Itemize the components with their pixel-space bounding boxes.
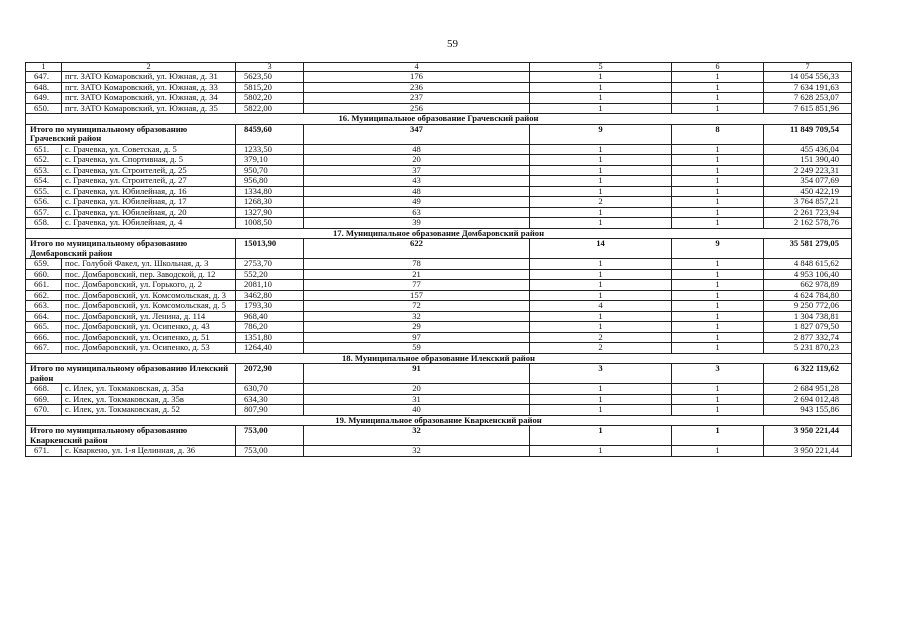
address-cell: с. Грачевка, ул. Строителей, д. 25 bbox=[62, 165, 236, 176]
count-b-cell: 1 bbox=[672, 165, 764, 176]
count-b-cell: 1 bbox=[672, 93, 764, 104]
residents-cell: 29 bbox=[304, 322, 530, 333]
row-number-cell: 648. bbox=[26, 82, 62, 93]
residents-cell: 48 bbox=[304, 144, 530, 155]
total-count-a: 14 bbox=[530, 239, 672, 259]
row-number-cell: 665. bbox=[26, 322, 62, 333]
column-header: 3 bbox=[236, 63, 304, 72]
section-title: 16. Муниципальное образование Грачевский район bbox=[26, 114, 852, 125]
row-number-cell: 647. bbox=[26, 72, 62, 83]
address-cell: пос. Домбаровский, ул. Осипенко, д. 51 bbox=[62, 332, 236, 343]
address-cell: пос. Домбаровский, ул. Осипенко, д. 53 bbox=[62, 343, 236, 354]
residents-cell: 77 bbox=[304, 280, 530, 291]
table-row bbox=[26, 176, 852, 187]
total-area: 753,00 bbox=[236, 426, 304, 446]
count-b-cell: 1 bbox=[672, 207, 764, 218]
row-number-cell: 653. bbox=[26, 165, 62, 176]
area-cell: 630,70 bbox=[236, 384, 304, 395]
table-row bbox=[26, 290, 852, 301]
address-cell: с. Кваркено, ул. 1-я Целинная, д. 36 bbox=[62, 446, 236, 457]
amount-cell: 1 827 079,50 bbox=[764, 322, 852, 333]
total-count-b: 1 bbox=[672, 426, 764, 446]
total-residents: 32 bbox=[304, 426, 530, 446]
amount-cell: 4 953 106,40 bbox=[764, 269, 852, 280]
area-cell: 786,20 bbox=[236, 322, 304, 333]
area-cell: 634,30 bbox=[236, 394, 304, 405]
residents-cell: 78 bbox=[304, 259, 530, 270]
amount-cell: 455 436,04 bbox=[764, 144, 852, 155]
count-b-cell: 1 bbox=[672, 343, 764, 354]
amount-cell: 14 054 556,33 bbox=[764, 72, 852, 83]
total-amount: 11 849 709,54 bbox=[764, 124, 852, 144]
row-number-cell: 670. bbox=[26, 405, 62, 416]
area-cell: 5822,00 bbox=[236, 103, 304, 114]
table-row bbox=[26, 332, 852, 343]
table-row bbox=[26, 144, 852, 155]
amount-cell: 450 422,19 bbox=[764, 186, 852, 197]
area-cell: 5815,20 bbox=[236, 82, 304, 93]
residents-cell: 20 bbox=[304, 384, 530, 395]
count-a-cell: 1 bbox=[530, 269, 672, 280]
section-title: 17. Муниципальное образование Домбаровский район bbox=[26, 228, 852, 239]
row-number-cell: 656. bbox=[26, 197, 62, 208]
area-cell: 2081,10 bbox=[236, 280, 304, 291]
row-number-cell: 655. bbox=[26, 186, 62, 197]
amount-cell: 2 162 578,76 bbox=[764, 218, 852, 229]
row-number-cell: 662. bbox=[26, 290, 62, 301]
table-row bbox=[26, 322, 852, 333]
amount-cell: 3 950 221,44 bbox=[764, 446, 852, 457]
table-row bbox=[26, 259, 852, 270]
count-b-cell: 1 bbox=[672, 394, 764, 405]
count-a-cell: 1 bbox=[530, 280, 672, 291]
residents-cell: 20 bbox=[304, 155, 530, 166]
area-cell: 1264,40 bbox=[236, 343, 304, 354]
amount-cell: 7 634 191,63 bbox=[764, 82, 852, 93]
area-cell: 1334,80 bbox=[236, 186, 304, 197]
table-row bbox=[26, 343, 852, 354]
table-row bbox=[26, 82, 852, 93]
count-a-cell: 1 bbox=[530, 186, 672, 197]
table-row bbox=[26, 301, 852, 312]
residents-cell: 37 bbox=[304, 165, 530, 176]
row-number-cell: 652. bbox=[26, 155, 62, 166]
total-count-b: 9 bbox=[672, 239, 764, 259]
amount-cell: 943 155,86 bbox=[764, 405, 852, 416]
count-a-cell: 2 bbox=[530, 343, 672, 354]
count-a-cell: 1 bbox=[530, 144, 672, 155]
count-b-cell: 1 bbox=[672, 301, 764, 312]
address-cell: с. Грачевка, ул. Юбилейная, д. 4 bbox=[62, 218, 236, 229]
column-header: 1 bbox=[26, 63, 62, 72]
count-a-cell: 1 bbox=[530, 176, 672, 187]
count-a-cell: 1 bbox=[530, 93, 672, 104]
row-number-cell: 666. bbox=[26, 332, 62, 343]
area-cell: 379,10 bbox=[236, 155, 304, 166]
section-header-row bbox=[26, 114, 852, 125]
area-cell: 956,80 bbox=[236, 176, 304, 187]
count-a-cell: 1 bbox=[530, 290, 672, 301]
address-cell: с. Грачевка, ул. Юбилейная, д. 17 bbox=[62, 197, 236, 208]
table-row bbox=[26, 446, 852, 457]
address-cell: пос. Домбаровский, ул. Комсомольская, д. 5 bbox=[62, 301, 236, 312]
total-row bbox=[26, 426, 852, 446]
count-b-cell: 1 bbox=[672, 155, 764, 166]
total-label: Итого по муниципальному образованию Грачевский район bbox=[26, 124, 236, 144]
row-number-cell: 658. bbox=[26, 218, 62, 229]
table-row bbox=[26, 311, 852, 322]
table-row bbox=[26, 218, 852, 229]
residents-cell: 48 bbox=[304, 186, 530, 197]
count-b-cell: 1 bbox=[672, 311, 764, 322]
amount-cell: 5 231 870,23 bbox=[764, 343, 852, 354]
count-a-cell: 1 bbox=[530, 82, 672, 93]
total-count-a: 1 bbox=[530, 426, 672, 446]
address-cell: пгт. ЗАТО Комаровский, ул. Южная, д. 31 bbox=[62, 72, 236, 83]
total-row bbox=[26, 124, 852, 144]
count-b-cell: 1 bbox=[672, 186, 764, 197]
count-a-cell: 1 bbox=[530, 405, 672, 416]
count-a-cell: 1 bbox=[530, 72, 672, 83]
table-row bbox=[26, 207, 852, 218]
residents-cell: 157 bbox=[304, 290, 530, 301]
address-cell: с. Грачевка, ул. Юбилейная, д. 16 bbox=[62, 186, 236, 197]
table-body bbox=[26, 63, 852, 457]
row-number-cell: 667. bbox=[26, 343, 62, 354]
residents-cell: 236 bbox=[304, 82, 530, 93]
area-cell: 1793,30 bbox=[236, 301, 304, 312]
area-cell: 5802,20 bbox=[236, 93, 304, 104]
address-cell: пос. Голубой Факел, ул. Школьная, д. 3 bbox=[62, 259, 236, 270]
amount-cell: 7 628 253,07 bbox=[764, 93, 852, 104]
column-header: 7 bbox=[764, 63, 852, 72]
area-cell: 3462,80 bbox=[236, 290, 304, 301]
total-count-b: 3 bbox=[672, 364, 764, 384]
row-number-cell: 654. bbox=[26, 176, 62, 187]
count-a-cell: 1 bbox=[530, 394, 672, 405]
count-a-cell: 1 bbox=[530, 218, 672, 229]
table-header-row bbox=[26, 63, 852, 72]
row-number-cell: 668. bbox=[26, 384, 62, 395]
address-cell: с. Грачевка, ул. Советская, д. 5 bbox=[62, 144, 236, 155]
total-count-b: 8 bbox=[672, 124, 764, 144]
table-row bbox=[26, 72, 852, 83]
address-cell: пос. Домбаровский, ул. Комсомольская, д. 3 bbox=[62, 290, 236, 301]
area-cell: 1327,90 bbox=[236, 207, 304, 218]
count-b-cell: 1 bbox=[672, 218, 764, 229]
area-cell: 950,70 bbox=[236, 165, 304, 176]
column-header: 6 bbox=[672, 63, 764, 72]
residents-cell: 59 bbox=[304, 343, 530, 354]
residents-cell: 39 bbox=[304, 218, 530, 229]
row-number-cell: 664. bbox=[26, 311, 62, 322]
count-b-cell: 1 bbox=[672, 176, 764, 187]
count-a-cell: 1 bbox=[530, 446, 672, 457]
residents-cell: 49 bbox=[304, 197, 530, 208]
table-row bbox=[26, 384, 852, 395]
address-cell: пгт. ЗАТО Комаровский, ул. Южная, д. 34 bbox=[62, 93, 236, 104]
count-a-cell: 1 bbox=[530, 384, 672, 395]
count-b-cell: 1 bbox=[672, 384, 764, 395]
area-cell: 552,20 bbox=[236, 269, 304, 280]
count-b-cell: 1 bbox=[672, 82, 764, 93]
amount-cell: 2 684 951,28 bbox=[764, 384, 852, 395]
row-number-cell: 660. bbox=[26, 269, 62, 280]
area-cell: 1268,30 bbox=[236, 197, 304, 208]
table-row bbox=[26, 280, 852, 291]
amount-cell: 2 249 223,31 bbox=[764, 165, 852, 176]
amount-cell: 151 390,40 bbox=[764, 155, 852, 166]
address-cell: с. Илек, ул. Токмаковская, д. 52 bbox=[62, 405, 236, 416]
residents-cell: 97 bbox=[304, 332, 530, 343]
amount-cell: 662 978,89 bbox=[764, 280, 852, 291]
address-cell: пос. Домбаровский, ул. Горького, д. 2 bbox=[62, 280, 236, 291]
table-row bbox=[26, 93, 852, 104]
count-a-cell: 1 bbox=[530, 103, 672, 114]
count-b-cell: 1 bbox=[672, 72, 764, 83]
area-cell: 807,90 bbox=[236, 405, 304, 416]
table-row bbox=[26, 405, 852, 416]
address-cell: пгт. ЗАТО Комаровский, ул. Южная, д. 35 bbox=[62, 103, 236, 114]
residents-cell: 256 bbox=[304, 103, 530, 114]
amount-cell: 2 261 723,94 bbox=[764, 207, 852, 218]
count-a-cell: 1 bbox=[530, 165, 672, 176]
address-cell: пос. Домбаровский, ул. Осипенко, д. 43 bbox=[62, 322, 236, 333]
address-cell: с. Илек, ул. Токмаковская, д. 35в bbox=[62, 394, 236, 405]
area-cell: 753,00 bbox=[236, 446, 304, 457]
count-b-cell: 1 bbox=[672, 446, 764, 457]
address-cell: с. Илек, ул. Токмаковская, д. 35а bbox=[62, 384, 236, 395]
total-amount: 35 581 279,05 bbox=[764, 239, 852, 259]
section-header-row bbox=[26, 228, 852, 239]
table-row bbox=[26, 186, 852, 197]
total-count-a: 9 bbox=[530, 124, 672, 144]
amount-cell: 4 624 784,80 bbox=[764, 290, 852, 301]
amount-cell: 4 848 615,62 bbox=[764, 259, 852, 270]
table-row bbox=[26, 394, 852, 405]
address-cell: с. Грачевка, ул. Строителей, д. 27 bbox=[62, 176, 236, 187]
area-cell: 1008,50 bbox=[236, 218, 304, 229]
table-row bbox=[26, 155, 852, 166]
residents-cell: 21 bbox=[304, 269, 530, 280]
column-header: 5 bbox=[530, 63, 672, 72]
row-number-cell: 649. bbox=[26, 93, 62, 104]
area-cell: 1233,50 bbox=[236, 144, 304, 155]
count-b-cell: 1 bbox=[672, 144, 764, 155]
count-a-cell: 1 bbox=[530, 207, 672, 218]
row-number-cell: 650. bbox=[26, 103, 62, 114]
row-number-cell: 663. bbox=[26, 301, 62, 312]
total-amount: 3 950 221,44 bbox=[764, 426, 852, 446]
count-a-cell: 2 bbox=[530, 332, 672, 343]
table-row bbox=[26, 103, 852, 114]
total-area: 8459,60 bbox=[236, 124, 304, 144]
count-a-cell: 2 bbox=[530, 197, 672, 208]
table-row bbox=[26, 269, 852, 280]
amount-cell: 354 077,69 bbox=[764, 176, 852, 187]
row-number-cell: 661. bbox=[26, 280, 62, 291]
total-label: Итого по муниципальному образованию Илекский район bbox=[26, 364, 236, 384]
count-b-cell: 1 bbox=[672, 322, 764, 333]
count-b-cell: 1 bbox=[672, 103, 764, 114]
amount-cell: 2 694 012,48 bbox=[764, 394, 852, 405]
count-b-cell: 1 bbox=[672, 290, 764, 301]
total-row bbox=[26, 239, 852, 259]
residents-cell: 32 bbox=[304, 311, 530, 322]
amount-cell: 3 764 857,21 bbox=[764, 197, 852, 208]
address-cell: пгт. ЗАТО Комаровский, ул. Южная, д. 33 bbox=[62, 82, 236, 93]
row-number-cell: 657. bbox=[26, 207, 62, 218]
count-a-cell: 4 bbox=[530, 301, 672, 312]
amount-cell: 9 250 772,06 bbox=[764, 301, 852, 312]
total-area: 2072,90 bbox=[236, 364, 304, 384]
address-cell: с. Грачевка, ул. Юбилейная, д. 20 bbox=[62, 207, 236, 218]
total-residents: 91 bbox=[304, 364, 530, 384]
column-header: 4 bbox=[304, 63, 530, 72]
area-cell: 5623,50 bbox=[236, 72, 304, 83]
table-row bbox=[26, 197, 852, 208]
row-number-cell: 651. bbox=[26, 144, 62, 155]
total-residents: 347 bbox=[304, 124, 530, 144]
column-header: 2 bbox=[62, 63, 236, 72]
address-cell: с. Грачевка, ул. Спортивная, д. 5 bbox=[62, 155, 236, 166]
amount-cell: 7 615 851,96 bbox=[764, 103, 852, 114]
total-row bbox=[26, 364, 852, 384]
page-number: 59 bbox=[447, 38, 458, 50]
count-b-cell: 1 bbox=[672, 280, 764, 291]
area-cell: 1351,80 bbox=[236, 332, 304, 343]
section-header-row bbox=[26, 353, 852, 364]
total-area: 15013,90 bbox=[236, 239, 304, 259]
count-a-cell: 1 bbox=[530, 155, 672, 166]
section-title: 19. Муниципальное образование Кваркенский район bbox=[26, 415, 852, 426]
area-cell: 2753,70 bbox=[236, 259, 304, 270]
count-b-cell: 1 bbox=[672, 269, 764, 280]
count-b-cell: 1 bbox=[672, 405, 764, 416]
residents-cell: 32 bbox=[304, 446, 530, 457]
count-b-cell: 1 bbox=[672, 197, 764, 208]
address-cell: пос. Домбаровский, ул. Ленина, д. 114 bbox=[62, 311, 236, 322]
count-a-cell: 1 bbox=[530, 311, 672, 322]
row-number-cell: 659. bbox=[26, 259, 62, 270]
residents-cell: 237 bbox=[304, 93, 530, 104]
row-number-cell: 669. bbox=[26, 394, 62, 405]
table-row bbox=[26, 165, 852, 176]
residents-cell: 43 bbox=[304, 176, 530, 187]
count-a-cell: 1 bbox=[530, 259, 672, 270]
total-amount: 6 322 119,62 bbox=[764, 364, 852, 384]
count-b-cell: 1 bbox=[672, 259, 764, 270]
count-b-cell: 1 bbox=[672, 332, 764, 343]
residents-cell: 72 bbox=[304, 301, 530, 312]
residents-cell: 40 bbox=[304, 405, 530, 416]
total-count-a: 3 bbox=[530, 364, 672, 384]
row-number-cell: 671. bbox=[26, 446, 62, 457]
data-table bbox=[25, 62, 852, 457]
count-a-cell: 1 bbox=[530, 322, 672, 333]
total-label: Итого по муниципальному образованию Домбаровский район bbox=[26, 239, 236, 259]
residents-cell: 63 bbox=[304, 207, 530, 218]
residents-cell: 31 bbox=[304, 394, 530, 405]
section-header-row bbox=[26, 415, 852, 426]
total-residents: 622 bbox=[304, 239, 530, 259]
amount-cell: 2 877 332,74 bbox=[764, 332, 852, 343]
address-cell: пос. Домбаровский, пер. Заводской, д. 12 bbox=[62, 269, 236, 280]
area-cell: 968,40 bbox=[236, 311, 304, 322]
total-label: Итого по муниципальному образованию Кваркенский район bbox=[26, 426, 236, 446]
residents-cell: 176 bbox=[304, 72, 530, 83]
amount-cell: 1 304 738,81 bbox=[764, 311, 852, 322]
section-title: 18. Муниципальное образование Илекский район bbox=[26, 353, 852, 364]
